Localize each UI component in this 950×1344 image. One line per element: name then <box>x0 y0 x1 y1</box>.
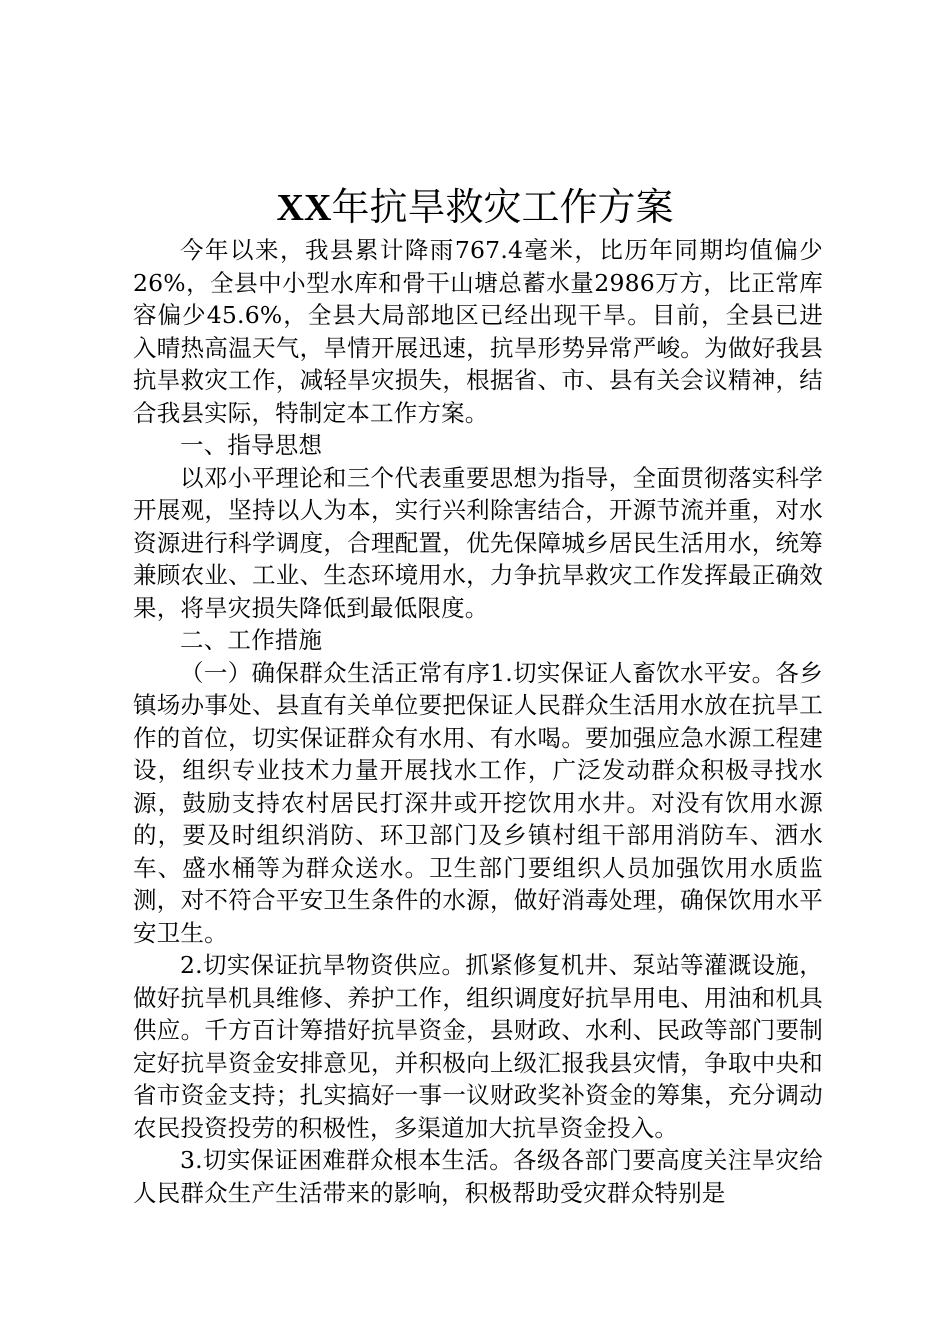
document-body <box>133 234 823 1209</box>
measure-3-paragraph: 3.切实保证困难群众根本生活。各级各部门要高度关注旱灾给人民群众生产生活带来的影响，积极帮助受灾群众特别是 <box>133 1146 823 1207</box>
document-title-text: 年抗旱救灾工作方案 <box>331 185 674 229</box>
intro-paragraph: 今年以来，我县累计降雨767.4毫米，比历年同期均值偏少26%，全县中小型水库和骨干山塘总蓄水量2986万方，比正常库容偏少45.6%，全县大局部地区已经出现干旱。目前，全县已进入晴热高温天气，旱情开展迅速，抗旱形势异常严峻。为做好我县抗旱救灾工作，减轻旱灾损失，根据省、市、县有关会议精神，结合我县实际，特制定本工作方案。 <box>133 236 823 427</box>
document-title <box>0 183 950 232</box>
section-heading-guiding-ideology: 一、指导思想 <box>180 431 323 459</box>
measure-1-paragraph: （一）确保群众生活正常有序1.切实保证人畜饮水平安。各乡镇场办事处、县直有关单位要把保证人民群众生活用水放在抗旱工作的首位，切实保证群众有水用、有水喝。要加强应急水源工程建设，组织专业技术力量开展找水工作，广泛发动群众积极寻找水源，鼓励支持农村居民打深井或开挖饮用水井。对没有饮用水源的，要及时组织消防、环卫部门及乡镇村组干部用消防车、洒水车、盛水桶等为群众送水。卫生部门要组织人员加强饮用水质监测，对不符合平安卫生条件的水源，做好消毒处理，确保饮用水平安卫生。 <box>133 658 823 947</box>
measure-2-paragraph: 2.切实保证抗旱物资供应。抓紧修复机井、泵站等灌溉设施，做好抗旱机具维修、养护工作，组织调度好抗旱用电、用油和机具供应。千方百计筹措好抗旱资金，县财政、水利、民政等部门要制定好抗旱资金安排意见，并积极向上级汇报我县灾情，争取中央和省市资金支持；扎实搞好一事一议财政奖补资金的筹集，充分调动农民投资投劳的积极性，多渠道加大抗旱资金投入。 <box>133 951 823 1142</box>
section-heading-work-measures: 二、工作措施 <box>180 626 323 654</box>
guiding-ideology-paragraph: 以邓小平理论和三个代表重要思想为指导，全面贯彻落实科学开展观，坚持以人为本，实行兴利除害结合，开源节流并重，对水资源进行科学调度，合理配置，优先保障城乡居民生活用水，统筹兼顾农业、工业、生态环境用水，力争抗旱救灾工作发挥最正确效果，将旱灾损失降低到最低限度。 <box>133 463 823 622</box>
document-title-prefix: XX <box>276 187 332 229</box>
